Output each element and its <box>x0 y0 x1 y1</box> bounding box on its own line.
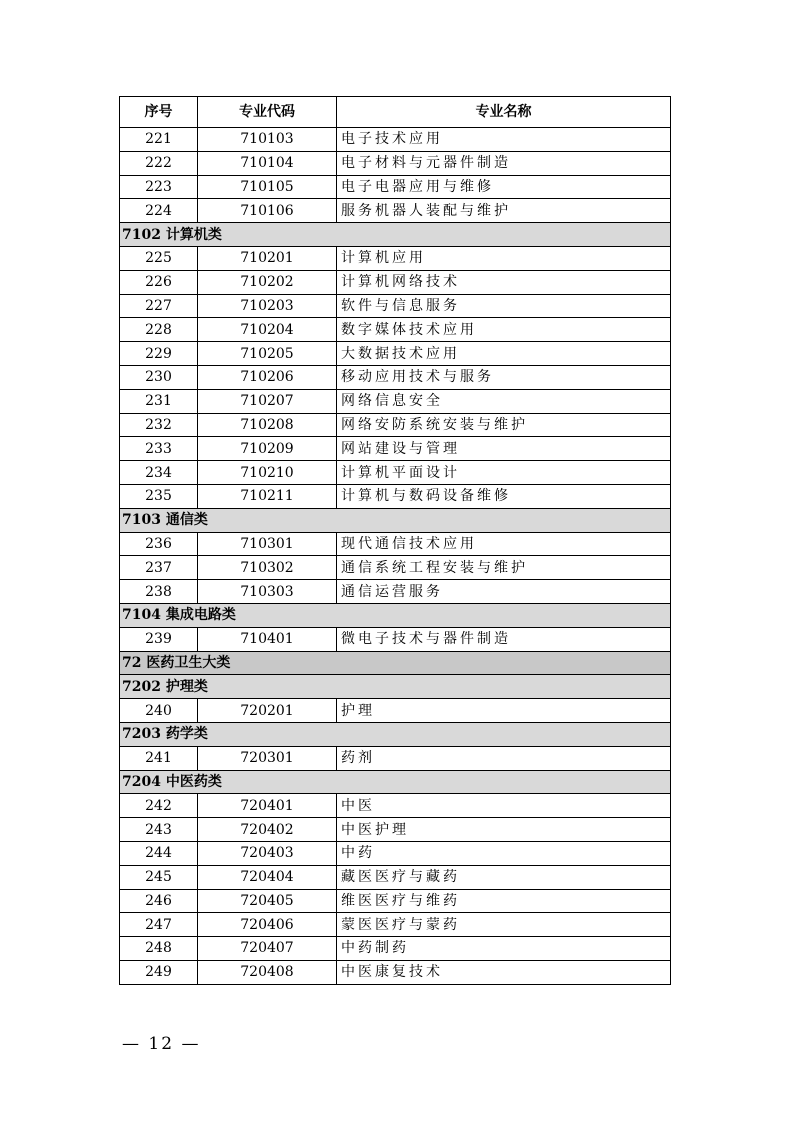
serial-number-cell: 228 <box>120 318 198 342</box>
page-number: — 12 — <box>122 1034 201 1054</box>
table-row <box>120 794 671 818</box>
serial-number-cell: 225 <box>120 246 198 270</box>
category-label: 7102 计算机类 <box>120 223 671 247</box>
major-code-cell: 710302 <box>198 556 337 580</box>
major-name-cell: 中药制药 <box>337 937 671 961</box>
serial-number-cell: 229 <box>120 342 198 366</box>
category-label: 7104 集成电路类 <box>120 603 671 627</box>
major-code-cell: 720401 <box>198 794 337 818</box>
major-code-cell: 720403 <box>198 841 337 865</box>
table-row <box>120 556 671 580</box>
table-row <box>120 151 671 175</box>
major-code-cell: 720407 <box>198 937 337 961</box>
serial-number-cell: 247 <box>120 913 198 937</box>
major-name-cell: 计算机网络技术 <box>337 270 671 294</box>
category-row <box>120 770 671 794</box>
serial-number-cell: 227 <box>120 294 198 318</box>
major-name-cell: 网络安防系统安装与维护 <box>337 413 671 437</box>
table-row <box>120 294 671 318</box>
major-code-cell: 710206 <box>198 365 337 389</box>
serial-number-cell: 246 <box>120 889 198 913</box>
serial-number-cell: 242 <box>120 794 198 818</box>
major-code-cell: 710203 <box>198 294 337 318</box>
major-name-cell: 维医医疗与维药 <box>337 889 671 913</box>
serial-number-cell: 224 <box>120 199 198 223</box>
major-code-cell: 710211 <box>198 484 337 508</box>
serial-number-cell: 241 <box>120 746 198 770</box>
major-name-cell: 计算机与数码设备维修 <box>337 484 671 508</box>
major-name-cell: 中医康复技术 <box>337 960 671 984</box>
table-row <box>120 342 671 366</box>
table-row <box>120 318 671 342</box>
major-code-cell: 710105 <box>198 175 337 199</box>
serial-number-cell: 235 <box>120 484 198 508</box>
serial-number-cell: 223 <box>120 175 198 199</box>
major-code-cell: 710209 <box>198 437 337 461</box>
category-label: 7203 药学类 <box>120 722 671 746</box>
table-row <box>120 746 671 770</box>
major-code-cell: 710201 <box>198 246 337 270</box>
major-code-cell: 710208 <box>198 413 337 437</box>
serial-number-cell: 221 <box>120 128 198 152</box>
serial-number-cell: 240 <box>120 699 198 723</box>
major-name-cell: 护理 <box>337 699 671 723</box>
serial-number-cell: 236 <box>120 532 198 556</box>
header-major-code: 专业代码 <box>198 97 337 128</box>
serial-number-cell: 238 <box>120 580 198 604</box>
major-code-cell: 720201 <box>198 699 337 723</box>
serial-number-cell: 231 <box>120 389 198 413</box>
major-name-cell: 电子电器应用与维修 <box>337 175 671 199</box>
category-label: 7103 通信类 <box>120 508 671 532</box>
header-serial-number: 序号 <box>120 97 198 128</box>
serial-number-cell: 233 <box>120 437 198 461</box>
serial-number-cell: 245 <box>120 865 198 889</box>
major-code-cell: 710205 <box>198 342 337 366</box>
major-code-cell: 710204 <box>198 318 337 342</box>
serial-number-cell: 249 <box>120 960 198 984</box>
table-row <box>120 818 671 842</box>
major-name-cell: 现代通信技术应用 <box>337 532 671 556</box>
major-code-cell: 720402 <box>198 818 337 842</box>
major-name-cell: 网络信息安全 <box>337 389 671 413</box>
major-name-cell: 计算机平面设计 <box>337 461 671 485</box>
table-row <box>120 841 671 865</box>
category-row <box>120 675 671 699</box>
major-code-cell: 710103 <box>198 128 337 152</box>
major-catalog-table <box>119 96 671 985</box>
table-row <box>120 246 671 270</box>
table-row <box>120 461 671 485</box>
serial-number-cell: 239 <box>120 627 198 651</box>
category-row <box>120 223 671 247</box>
table-row <box>120 484 671 508</box>
table-row <box>120 937 671 961</box>
major-name-cell: 电子材料与元器件制造 <box>337 151 671 175</box>
serial-number-cell: 222 <box>120 151 198 175</box>
table-row <box>120 960 671 984</box>
header-major-name: 专业名称 <box>337 97 671 128</box>
major-name-cell: 通信运营服务 <box>337 580 671 604</box>
table-row <box>120 580 671 604</box>
table-row <box>120 627 671 651</box>
table-row <box>120 913 671 937</box>
serial-number-cell: 226 <box>120 270 198 294</box>
major-code-cell: 720404 <box>198 865 337 889</box>
major-code-cell: 710210 <box>198 461 337 485</box>
category-row <box>120 603 671 627</box>
table-row <box>120 128 671 152</box>
major-name-cell: 中医护理 <box>337 818 671 842</box>
major-name-cell: 服务机器人装配与维护 <box>337 199 671 223</box>
major-code-cell: 720405 <box>198 889 337 913</box>
major-code-cell: 720301 <box>198 746 337 770</box>
major-code-cell: 710202 <box>198 270 337 294</box>
major-code-cell: 710106 <box>198 199 337 223</box>
major-name-cell: 移动应用技术与服务 <box>337 365 671 389</box>
table-row <box>120 389 671 413</box>
major-code-cell: 720408 <box>198 960 337 984</box>
major-name-cell: 蒙医医疗与蒙药 <box>337 913 671 937</box>
major-code-cell: 710301 <box>198 532 337 556</box>
table-row <box>120 865 671 889</box>
serial-number-cell: 230 <box>120 365 198 389</box>
major-name-cell: 大数据技术应用 <box>337 342 671 366</box>
major-name-cell: 药剂 <box>337 746 671 770</box>
major-name-cell: 计算机应用 <box>337 246 671 270</box>
major-category-row <box>120 651 671 675</box>
major-name-cell: 数字媒体技术应用 <box>337 318 671 342</box>
major-code-cell: 710401 <box>198 627 337 651</box>
major-name-cell: 电子技术应用 <box>337 128 671 152</box>
major-name-cell: 微电子技术与器件制造 <box>337 627 671 651</box>
major-code-cell: 710207 <box>198 389 337 413</box>
serial-number-cell: 244 <box>120 841 198 865</box>
major-code-cell: 710303 <box>198 580 337 604</box>
serial-number-cell: 234 <box>120 461 198 485</box>
major-name-cell: 藏医医疗与藏药 <box>337 865 671 889</box>
major-name-cell: 软件与信息服务 <box>337 294 671 318</box>
category-row <box>120 508 671 532</box>
table-row <box>120 365 671 389</box>
major-name-cell: 中药 <box>337 841 671 865</box>
table-row <box>120 270 671 294</box>
table-row <box>120 175 671 199</box>
serial-number-cell: 248 <box>120 937 198 961</box>
table-row <box>120 699 671 723</box>
major-category-label: 72 医药卫生大类 <box>120 651 671 675</box>
serial-number-cell: 237 <box>120 556 198 580</box>
table-header-row <box>120 97 671 128</box>
table-row <box>120 889 671 913</box>
serial-number-cell: 243 <box>120 818 198 842</box>
major-name-cell: 通信系统工程安装与维护 <box>337 556 671 580</box>
category-label: 7202 护理类 <box>120 675 671 699</box>
table-row <box>120 532 671 556</box>
table-body <box>120 128 671 985</box>
major-code-cell: 720406 <box>198 913 337 937</box>
major-name-cell: 中医 <box>337 794 671 818</box>
serial-number-cell: 232 <box>120 413 198 437</box>
table-row <box>120 199 671 223</box>
major-code-cell: 710104 <box>198 151 337 175</box>
category-row <box>120 722 671 746</box>
category-label: 7204 中医药类 <box>120 770 671 794</box>
table-row <box>120 413 671 437</box>
table-row <box>120 437 671 461</box>
major-name-cell: 网站建设与管理 <box>337 437 671 461</box>
